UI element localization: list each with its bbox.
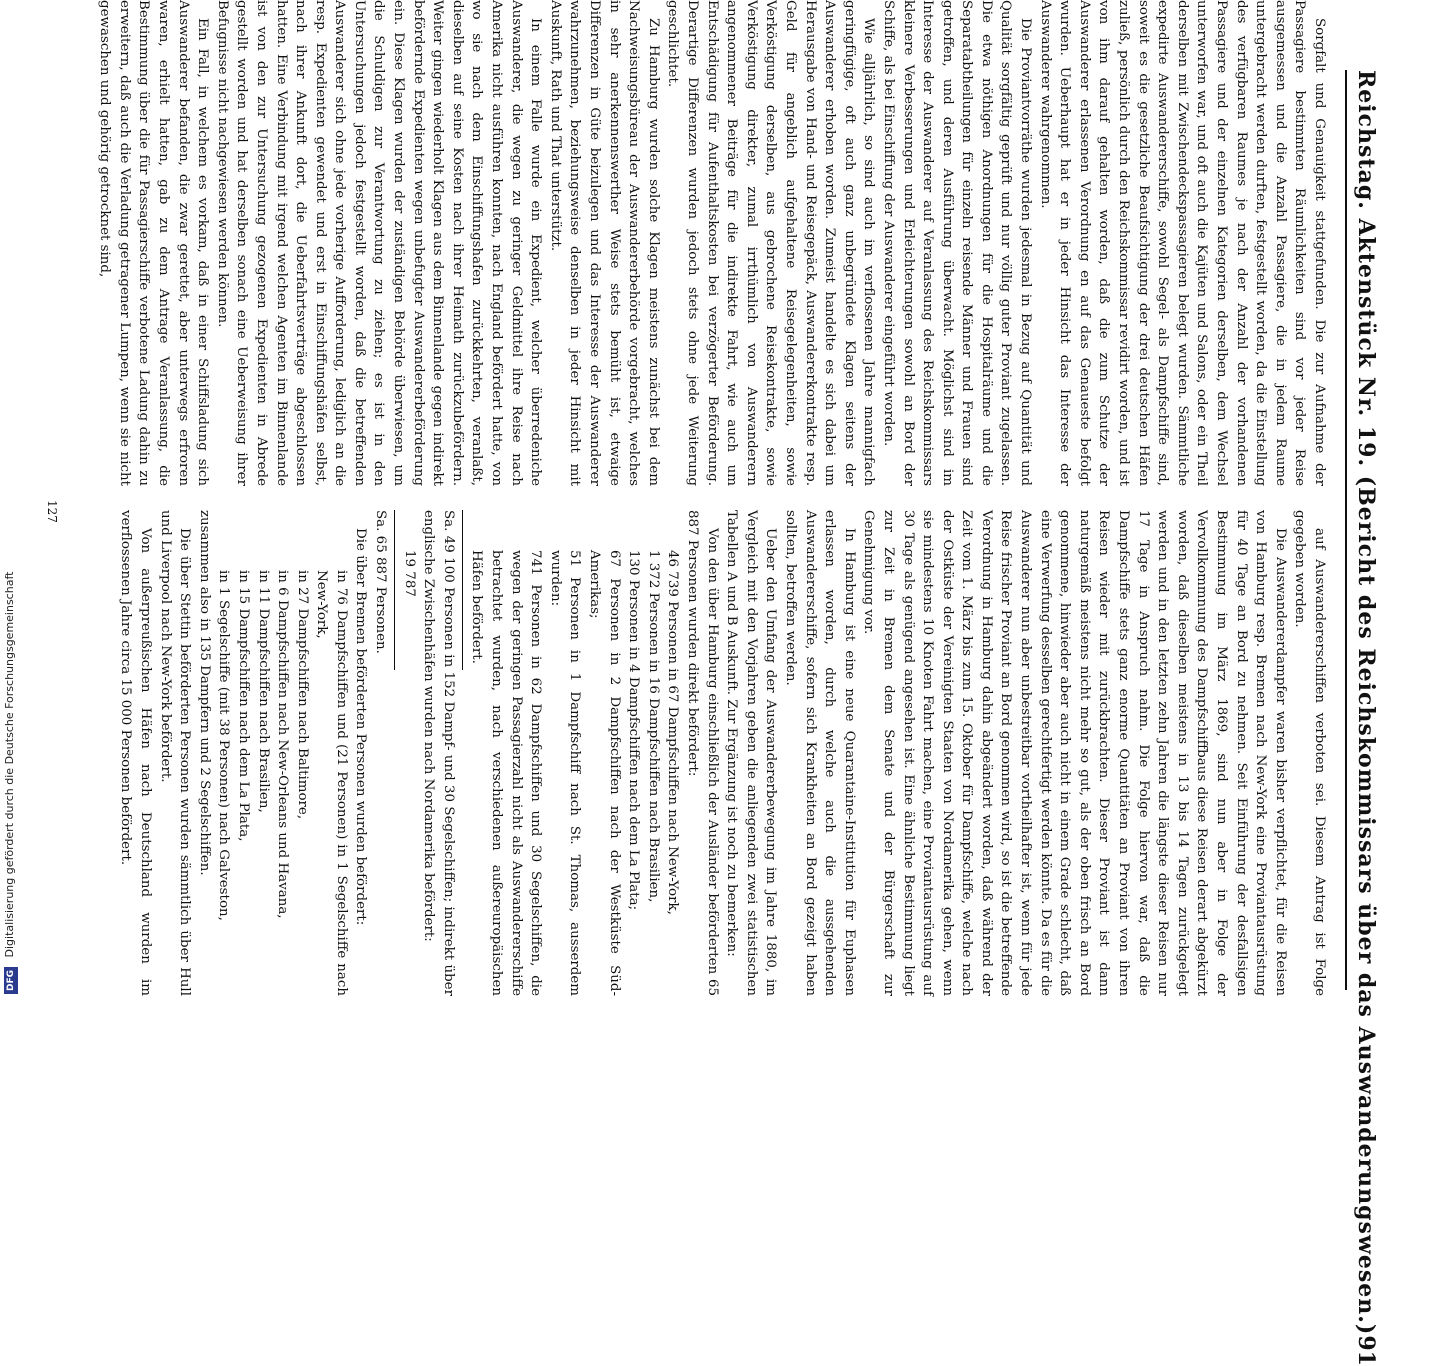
dfg-logo: DFG (4, 967, 18, 994)
paragraph: Ein Fall, in welchem es vorkam, daß in einer Schiffsladung sich Auswanderer befanden, die zwar gerettet, aber unterwegs erfroren waren, erhielt hatten, gab zu dem Antrage Veranlassung, die Bestimmung über die für Passagierschiffe verbotene Ladung dahin zu erweitern, daß auch die Verladung getragener Lumpen, wenn sie nicht gewaschen und gehörig getrocknet sind, (97, 0, 211, 486)
paragraph: Von außerpreußischen Häfen nach Deutschland wurden im verflossenen Jahre circa 15 000 Personen befördert. (118, 510, 153, 996)
list-item: in 76 Dampfschiffen und (21 Personen) in 1 Segelschiffe nach New-York, (314, 570, 349, 1001)
paragraph: Die Proviantvorräthe wurden jedesmal in Bezug auf Quantität und Qualität sorgfältig geprüft und nur völlig guter Proviant zugelassen. Die etwa nöthigen Anordnungen für die Hospitalräume und die Separatabtheilungen für einzeln reisende Männer und Frauen sind getroffen, und deren Ausführung überwacht. Möglichst sind im Interesse der Auswanderer auf Veranlassung des Reichskommissars kleinere Verbesserungen und Erleichterungen sowohl an Bord der Schiffe, als bei Einschiffung der Auswanderer eingeführt worden. (880, 0, 1034, 486)
left-column (95, 0, 1329, 486)
paragraph: In Hamburg ist eine neue Quarantaine-Institution für Euphasen erlassen worden, durch welche auch die aussgehenden Auswandererschiffe, sofern sich Krankheiten an Bord gezeigt haben sollten, betroffen werden. (782, 510, 857, 996)
paragraph: Die über Stettin beförderten Personen wurden sämmtlich über Hull und Liverpool nach New-York befördert. (157, 510, 193, 996)
sum-rule (462, 510, 463, 670)
page-number: 91 (1353, 1335, 1379, 1366)
list-item: 46 739 Personen in 67 Dampfschiffen nach New-York, (665, 550, 681, 915)
scanned-page (5, 0, 1395, 1366)
right-column (95, 510, 1329, 1001)
list-item: 741 Personen in 62 Dampfschiffen und 30 Segelschiffen, die wegen der geringen Passagierzahl nicht als Auswandererschiffe betrachtet wurden, nach verschiedenen außereuropäischen Häfen befördert. (469, 550, 544, 1001)
bremen-total: zusammen also in 135 Dampfern und 2 Segelschiffen. (196, 510, 212, 876)
paragraph: Die Auswandererdampfer waren bisher verpflichtet, für die Reisen von Hamburg resp. Bremen nach New-York eine Proviantausrüstung für 40 Tage an Bord zu nehmen. Seit Einführung der desfallsigen Bestimmung im März 1869, sind nun aber in Folge der Vervollkommnung des Dampfschiffbaus diese Reisen derart abgekürzt worden, daß dieselben meistens in 13 bis 14 Tagen zurückgelegt werden und in den letzten zehn Jahren die längste dieser Reisen nur 17 Tage in Anspruch nahm. Die Folge hiervon war, daß die Dampfschiffe stets ganz enorme Quantitäten an Proviant von ihren Reisen wieder mit zurückbrachten. Dieser Proviant ist dann naturgemäß meistens nicht mehr so gut, als der oben frisch an Bord genommene, hinwieder aber auch nicht in einem Grade schlecht, daß eine Verwerfung desselben gerechtfertigt werden könnte. Da es für die Auswanderer nun aber unbestreitbar vortheilhafter ist, wenn für jede Reise frischer Proviant an Bord genommen wird, so ist die betreffende Verordnung in Hamburg dahin abgeändert worden, daß während der Zeit vom 1. März bis zum 15. Oktober für Dampfschiffe, welche nach der Ostküste der Vereinigten Staaten von Nordamerika gehen, wenn sie mindestens 10 Knoten Fahrt machen, eine Proviantausrüstung auf 30 Tage als genügend angesehen ist. Eine ähnliche Bestimmung liegt zur Zeit in Bremen dem Senate und der Bürgerschaft zur Genehmigung vor. (861, 510, 1288, 996)
paragraph: Von den über Hamburg einschließlich der Ausländer beförderten 65 887 Personen wurden direkt befördert: (685, 510, 720, 996)
footer-number: 127 (45, 500, 59, 523)
hamburg-indirect: 19 787 (401, 550, 417, 597)
list-item: in 6 Dampfschiffen nach New-Orleans und Havana, (275, 570, 291, 919)
digitization-credit: Digitalisierung gefördert durch die Deutsche Forschungsgemeinschaft (3, 571, 16, 958)
paragraph: Die über Bremen beförderten Personen wurden befördert: (353, 528, 369, 926)
list-item: 1 372 Personen in 16 Dampfschiffen nach Brasilien, (645, 550, 661, 903)
paragraph: In einem Falle wurde ein Expedient, welcher überredeniche Auswanderer, die wegen zu geringer Geldmittel ihre Reise nach Amerika nicht ausführen konnten, nach England befördert hatte, von wo sie nach dem Einschiffungshafen zurückkehrten, veranlaßt, dieselben auf seine Kosten nach ihrer Heimath zurückzubefördern. Weiter gingen wiederholt Klagen aus dem Binnenlande gegen indirekt befördernde Expedienten wegen unbefugter Auswandererbeförderung ein. Diese Klagen wurden der zuständigen Behörde überwiesen, um die Schuldigen zur Verantwortung zu ziehen; es ist in den Untersuchungen jedoch festgestellt worden, daß die betreffenden Auswanderer sich ohne jede vorherige Aufforderung, lediglich an die resp. Expedienten gewendet und erst in Einschiffungshäfen selbst, nach ihrer Ankunft dort, die Ueberfahrtsverträge abgeschlossen hatten. Eine Verbindung mit irgend welchen Agenten im Binnenlande ist von den zur Untersuchung gezogenen Expedienten in Abrede gestellt worden und hat derselben sonach eine Ueberweisung ihrer Befugnisse nicht nachgewiesen werden können. (214, 0, 544, 486)
list-item: 67 Personen in 2 Dampfschiffen nach der Westküste Süd-Amerikas; (587, 550, 622, 996)
list-item: in 27 Dampfschiffen nach Baltimore, (294, 570, 310, 820)
list-item: 130 Personen in 4 Dampfschiffen nach dem La Plata; (626, 550, 642, 911)
paragraph: Zu Hamburg wurden solche Klagen meistens zunächst bei dem Nachweisungsbüreau der Auswandererbehörde vorgebracht, welches in sehr anerkennenswerther Weise stets bemüht ist, etwaige Differenzen in Güte beizulegen und das Interesse der Auswanderer wahrzunehmen, beziehungsweise denselben in jeder Hinsicht mit Auskunft, Rath und That unterstützt. (547, 0, 661, 486)
page-header (1345, 70, 1385, 1366)
paragraph: auf Auswandererschiffen verboten sei. Diesem Antrag ist Folge gegeben worden. (1292, 510, 1327, 996)
paragraph: Ueber den Umfang der Auswandererbewegung im Jahre 1880, im Vergleich mit den Vorjahren geben die anliegenden zwei statistischen Tabellen A und B Auskunft. Zur Ergänzung ist noch zu bemerken: (724, 510, 779, 996)
list-item: in 1 Segelschiffe (mit 38 Personen) nach Galveston, (216, 570, 232, 921)
list-item: 51 Personen in 1 Dampfschiff nach St. Thomas, ausserdem wurden: (547, 550, 583, 1001)
sum-rule (394, 510, 395, 670)
list-item: in 15 Dampfschiffen nach dem La Plata, (235, 570, 251, 842)
page-title: Reichstag. Aktenstück Nr. 19. (Bericht des Reichskommissars über das Auswanderungswesen.) (1353, 70, 1379, 1336)
list-item: in 11 Dampfschiffen nach Brasilien, (255, 570, 271, 813)
paragraph: Sorgfalt und Genauigkeit stattgefunden. Die zur Aufnahme der Passagiere bestimmten Räumlichkeiten sind vor jeder Reise ausgemessen und die Anzahl Passagiere, die in jedem Raume untergebracht werden durften, festgestellt worden, da die Einstellung des verfügbaren Raumes je nach der Anzahl der vorhandenen Passagiere und der einzelnen Kategorien derselben, dem Wechsel unterworfen war, und oft auch die Kajüten und Salons, oder ein Theil derselben mit Zwischendeckspassagieren belegt wurden. Sämmtliche expedirte Auswandererschiffe, sowohl Segel- als Dampfschiffe sind, soweit es die gesetzliche Beaufsichtigung der drei deutschen Häfen zuließ, persönlich durch den Reichskommissar revidirt worden, und ist von ihm darauf gehalten worden, daß die zum Schutze der Auswanderer erlassenen Verordnung en auf das Genaueste befolgt wurden. Ueberhaupt hat er in jeder Hinsicht das Interesse der Auswanderer wahrgenommen. (1037, 0, 1327, 486)
hamburg-sum: Sa. 49 100 Personen in 152 Dampf- und 30 Segelschiffen; indirekt über englische Zwischenhäfen wurden nach Nordamerika befördert: (421, 510, 456, 1001)
paragraph: Wie alljährlich, so sind auch im verflossenen Jahre mannigfach geringfügige, oft auch ganz unbegründete Klagen seitens der Auswanderer erhoben worden. Zumeist handelte es sich dabei um Herausgabe von Hand- und Reisegepäck, Auswandererkontrakte resp. Geld für angeblich aufgehaltene Reisegelegenheiten, sowie Verköstigung derselben, aus gebrochene Reisekontrakte, sowie Verköstigung direkter, zumal irrthümlich von Auswanderern angenommener Beiträge für die indirekte Fahrt, wie auch um Entschädigung für Aufenthaltskosten bei verzögerter Beförderung. Derartige Differenzen wurden jedoch stets ohne jede Weiterung geschlichtet. (665, 0, 877, 486)
hamburg-total: Sa. 65 887 Personen. (373, 510, 389, 654)
